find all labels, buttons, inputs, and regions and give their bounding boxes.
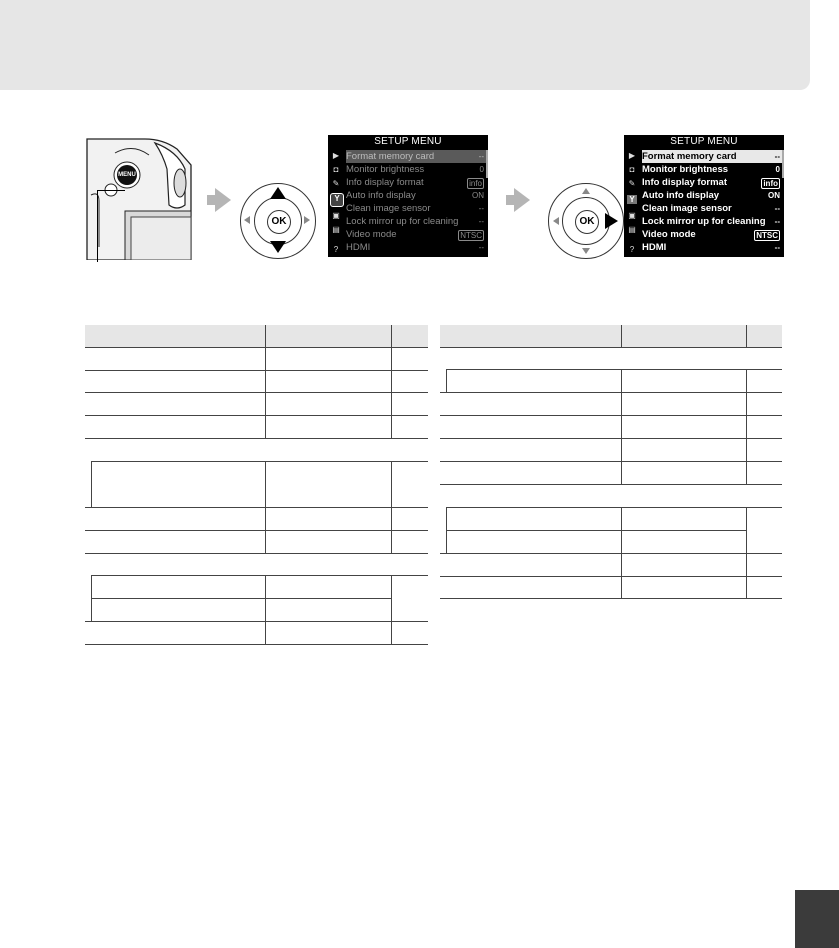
up-arrow-icon xyxy=(582,188,590,194)
retouch-icon[interactable]: ▣ xyxy=(332,211,340,220)
menu-title: SETUP MENU xyxy=(374,136,442,147)
up-arrow-icon xyxy=(270,187,286,199)
right-arrow-icon xyxy=(605,213,618,229)
table-row xyxy=(440,553,782,554)
menu-item[interactable]: Info display format info xyxy=(642,177,778,188)
table-row xyxy=(85,415,428,416)
menu-tab-column xyxy=(330,149,342,255)
scrollbar[interactable] xyxy=(486,150,488,178)
table-row xyxy=(440,438,782,439)
table-row xyxy=(85,644,428,645)
table-row xyxy=(85,507,428,508)
playback-icon[interactable]: ▶ xyxy=(628,151,636,160)
left-arrow-icon xyxy=(553,217,559,225)
left-arrow-icon xyxy=(244,216,250,224)
setup-menu-screen xyxy=(624,135,784,257)
ok-button[interactable]: OK xyxy=(575,210,599,234)
down-arrow-icon xyxy=(270,241,286,253)
wrench-icon[interactable]: Y xyxy=(330,193,344,207)
callout-line xyxy=(97,190,125,191)
menu-item[interactable]: Lock mirror up for cleaning -- xyxy=(346,216,484,227)
down-arrow-icon xyxy=(582,248,590,254)
table-row xyxy=(440,484,782,485)
table-header xyxy=(85,325,428,347)
camera-icon[interactable]: ◘ xyxy=(629,165,635,174)
callout-line xyxy=(97,190,98,262)
pencil-icon[interactable]: ✎ xyxy=(628,179,636,188)
menu-list xyxy=(346,150,486,254)
playback-icon[interactable]: ▶ xyxy=(332,151,340,160)
table-row xyxy=(85,438,428,439)
menu-item[interactable]: Format memory card -- xyxy=(346,151,484,162)
multi-selector[interactable] xyxy=(240,183,316,259)
table-row xyxy=(85,392,428,393)
menu-title: SETUP MENU xyxy=(670,136,738,147)
table-row xyxy=(85,621,428,622)
menu-item[interactable]: HDMI -- xyxy=(642,242,780,253)
camera-icon[interactable]: ◘ xyxy=(333,165,339,174)
menu-item[interactable]: Monitor brightness 0 xyxy=(346,164,484,175)
menu-item[interactable]: HDMI -- xyxy=(346,242,484,253)
menu-item[interactable]: Auto info display ON xyxy=(346,190,484,201)
menu-tab-column xyxy=(626,149,638,255)
menu-item[interactable]: Info display format info xyxy=(346,177,482,188)
table-row xyxy=(440,392,782,393)
setup-menu-screen xyxy=(328,135,488,257)
menu-item[interactable]: Auto info display ON xyxy=(642,190,780,201)
pencil-icon[interactable]: ✎ xyxy=(332,179,340,188)
menu-item[interactable]: Video mode NTSC xyxy=(642,229,778,240)
menu-item[interactable]: Lock mirror up for cleaning -- xyxy=(642,216,780,227)
wrench-icon[interactable]: Y xyxy=(627,195,637,204)
table-row xyxy=(440,598,782,599)
page-tab xyxy=(795,890,839,948)
menu-item[interactable]: Monitor brightness 0 xyxy=(642,164,780,175)
menu-item[interactable]: Clean image sensor -- xyxy=(642,203,780,214)
menu-list xyxy=(642,150,782,254)
menu-button[interactable]: MENU xyxy=(117,165,137,185)
menu-item[interactable]: Clean image sensor -- xyxy=(346,203,484,214)
multi-selector[interactable] xyxy=(548,183,624,259)
page-header-band xyxy=(0,0,810,90)
retouch-icon[interactable]: ▣ xyxy=(628,211,636,220)
right-arrow-icon xyxy=(304,216,310,224)
recent-icon[interactable]: ▤ xyxy=(332,225,340,234)
table-row xyxy=(440,461,782,462)
table-row xyxy=(440,576,782,577)
recent-icon[interactable]: ▤ xyxy=(628,225,636,234)
ok-button[interactable]: OK xyxy=(267,210,291,234)
help-icon[interactable]: ? xyxy=(629,245,635,254)
table-header xyxy=(440,325,782,347)
table-row xyxy=(85,553,428,554)
menu-item[interactable]: Video mode NTSC xyxy=(346,229,482,240)
table-row xyxy=(440,415,782,416)
table-row xyxy=(85,530,428,531)
scrollbar[interactable] xyxy=(782,150,784,178)
help-icon[interactable]: ? xyxy=(333,245,339,254)
table-row xyxy=(85,370,428,371)
menu-item[interactable]: Format memory card -- xyxy=(642,151,780,162)
camera-back-illustration xyxy=(85,135,193,260)
